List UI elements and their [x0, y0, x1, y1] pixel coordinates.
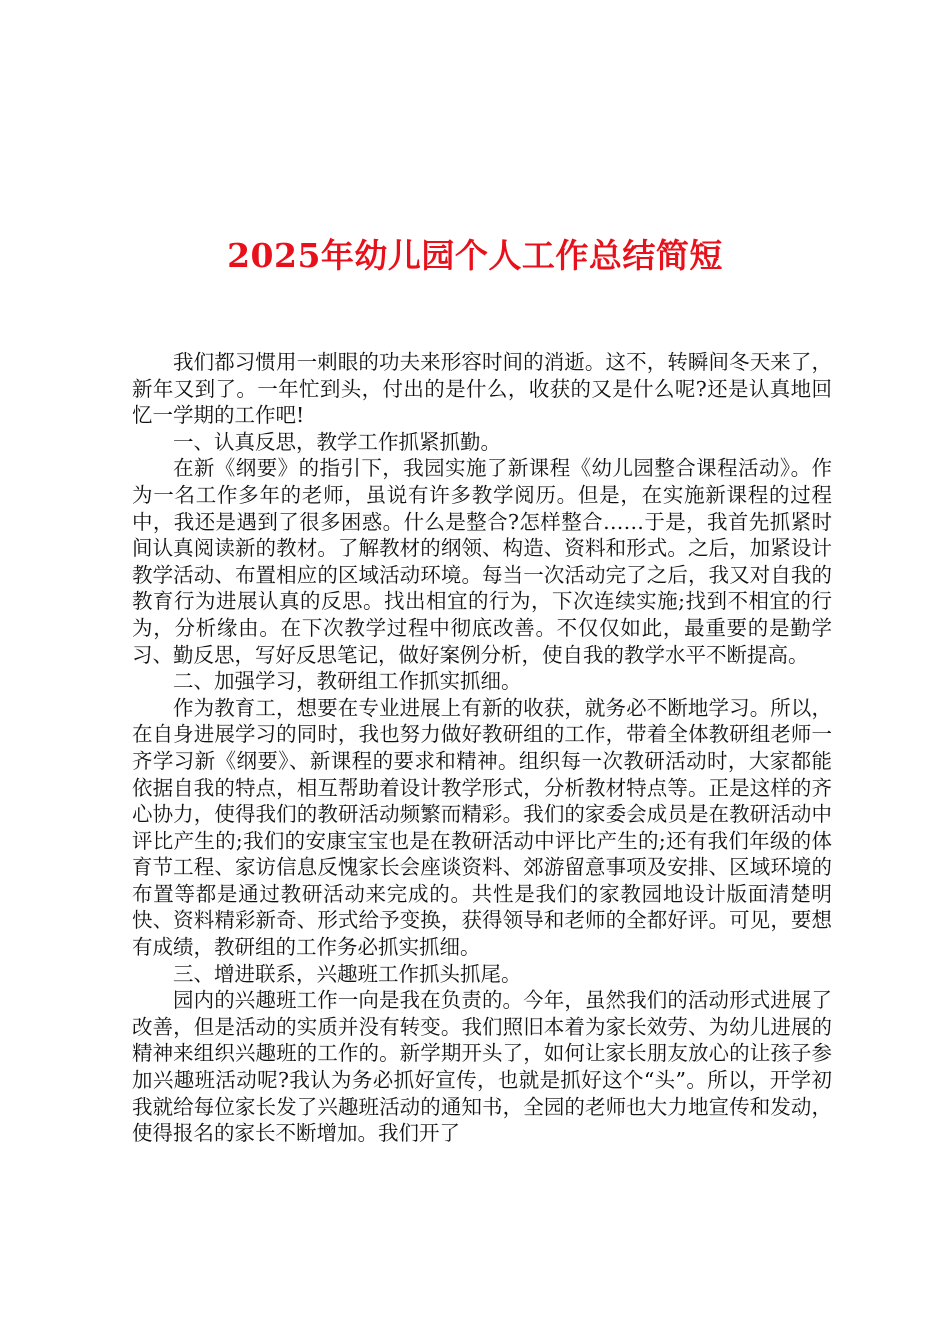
section-2-paragraph: 作为教育工，想要在专业进展上有新的收获，就务必不断地学习。所以，在自身进展学习的同时，我也努力做好教研组的工作，带着全体教研组老师一齐学习新《纲要》、新课程的要求和精神。组织每一次教研活动时，大家都能依据自我的特点，相互帮助着设计教学形式，分析教材特点等。正是这样的齐心协力，使得我们的教研活动频繁而精彩。我们的家委会成员是在教研活动中评比产生的;我们的安康宝宝也是在教研活动中评比产生的;还有我们年级的体育节工程、家访信息反愧家长会座谈资料、郊游留意事项及安排、区域环境的布置等都是通过教研活动来完成的。共性是我们的家教园地设计版面清楚明快、资料精彩新奇、形式给予变换，获得领导和老师的全都好评。可见，要想有成绩，教研组的工作务必抓实抓细。: [132, 695, 832, 960]
section-heading-3: 三、增进联系，兴趣班工作抓头抓尾。: [173, 961, 522, 986]
section-3-paragraph: 园内的兴趣班工作一向是我在负责的。今年，虽然我们的活动形式进展了改善，但是活动的实质并没有转变。我们照旧本着为家长效劳、为幼儿进展的精神来组织兴趣班的工作的。新学期开头了，如何让家长朋友放心的让孩子参加兴趣班活动呢?我认为务必抓好宣传，也就是抓好这个“头”。所以，开学初我就给每位家长发了兴趣班活动的通知书，全园的老师也大力地宣传和发动，使得报名的家长不断增加。我们开了: [132, 988, 832, 1146]
document-body: [132, 349, 832, 1147]
intro-paragraph: 我们都习惯用一刺眼的功夫来形容时间的消逝。这不，转瞬间冬天来了，新年又到了。一年忙到头，付出的是什么，收获的又是什么呢?还是认真地回忆一学期的工作吧!: [132, 350, 832, 428]
section-heading-1: 一、认真反思，教学工作抓紧抓勤。: [173, 429, 501, 454]
document-title: 2025年幼儿园个人工作总结简短: [227, 236, 723, 276]
section-1-paragraph: 在新《纲要》的指引下，我园实施了新课程《幼儿园整合课程活动》。作为一名工作多年的老师，虽说有许多教学阅历。但是，在实施新课程的过程中，我还是遇到了很多困惑。什么是整合?怎样整合……于是，我首先抓紧时间认真阅读新的教材。了解教材的纲领、构造、资料和形式。之后，加紧设计教学活动、布置相应的区域活动环境。每当一次活动完了之后，我又对自我的教育行为进展认真的反思。找出相宜的行为，下次连续实施;找到不相宜的行为，分析缘由。在下次教学过程中彻底改善。不仅仅如此，最重要的是勤学习、勤反思，写好反思笔记，做好案例分析，使自我的教学水平不断提高。: [132, 456, 832, 667]
section-heading-2: 二、加强学习，教研组工作抓实抓细。: [173, 669, 522, 694]
